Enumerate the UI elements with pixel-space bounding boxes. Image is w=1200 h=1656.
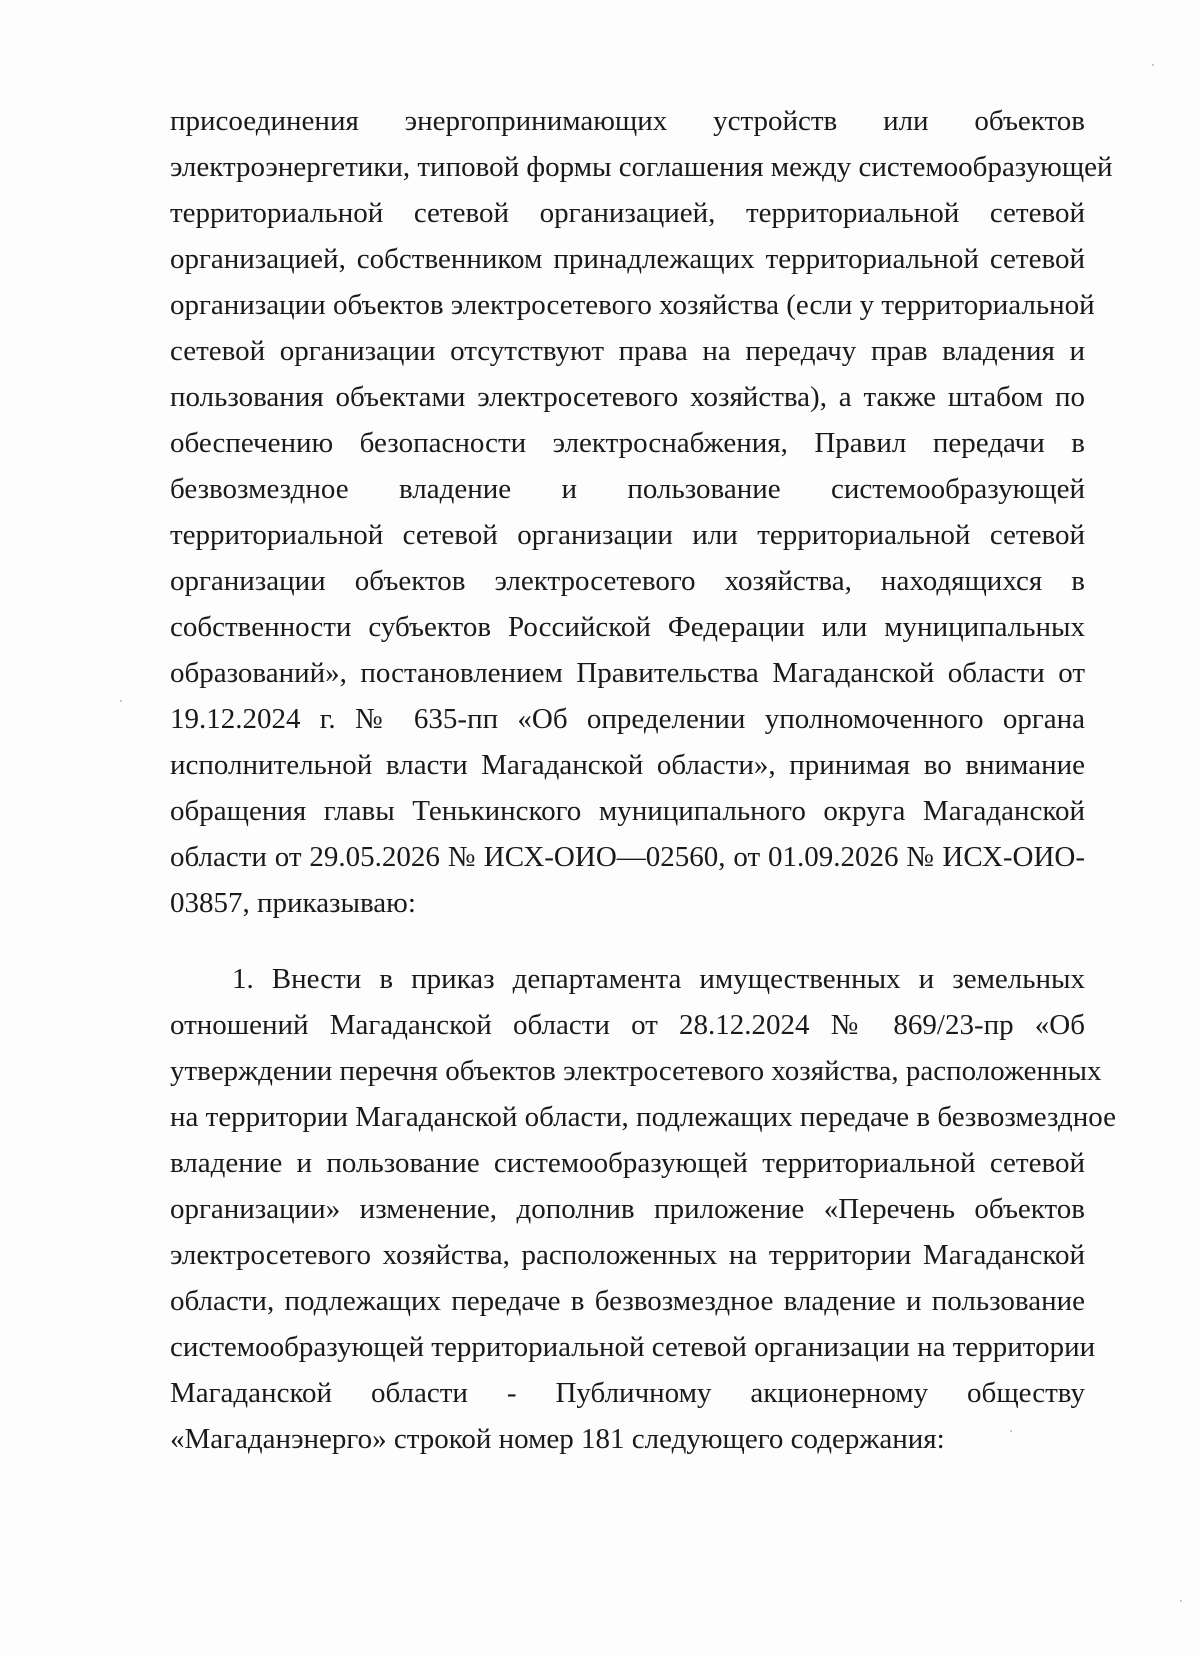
text-line: владение и пользование системообразующей территориальной сетевой [170,1147,1085,1179]
text-line: Магаданской области - Публичному акционерному обществу [170,1377,1085,1409]
text-line: образований», постановлением Правительства Магаданской области от [170,657,1085,689]
text-line: территориальной сетевой организацией, территориальной сетевой [170,197,1085,229]
scan-speck [120,700,122,702]
body-paragraph-2 [170,956,1116,1462]
text-line: обеспечению безопасности электроснабжения, Правил передачи в [170,427,1085,459]
text-line: электроэнергетики, типовой формы соглашения между системообразующей [170,151,1113,183]
text-line: 03857, приказываю: [170,887,416,919]
text-line: системообразующей территориальной сетевой организации на территории [170,1331,1096,1363]
text-line: «Магаданэнерго» строкой номер 181 следующего содержания: [170,1423,945,1455]
text-line: обращения главы Тенькинского муниципального округа Магаданской [170,795,1085,827]
text-line: организации объектов электросетевого хозяйства, находящихся в [170,565,1085,597]
text-line: исполнительной власти Магаданской области», принимая во внимание [170,749,1085,781]
text-line: утверждении перечня объектов электросетевого хозяйства, расположенных [170,1055,1102,1087]
text-line: пользования объектами электросетевого хозяйства), а также штабом по [170,381,1085,413]
text-line: организации» изменение, дополнив приложение «Перечень объектов [170,1193,1085,1225]
text-line: территориальной сетевой организации или территориальной сетевой [170,519,1085,551]
text-line: собственности субъектов Российской Федерации или муниципальных [170,611,1085,643]
text-line: безвозмездное владение и пользование системообразующей [170,473,1085,505]
text-line: области, подлежащих передаче в безвозмездное владение и пользование [170,1285,1085,1317]
text-line: области от 29.05.2026 № ИСХ-ОИО—02560, от 01.09.2026 № ИСХ-ОИО- [170,841,1085,873]
text-line: отношений Магаданской области от 28.12.2024 № 869/23-пр «Об [170,1009,1085,1041]
text-line: присоединения энергопринимающих устройств или объектов [170,105,1085,137]
text-line: электросетевого хозяйства, расположенных на территории Магаданской [170,1239,1085,1271]
scan-speck [1180,1600,1182,1602]
body-paragraph-1 [170,98,1113,926]
text-line: 19.12.2024 г. № 635-пп «Об определении уполномоченного органа [170,703,1085,735]
text-line: сетевой организации отсутствуют права на передачу прав владения и [170,335,1085,367]
text-line: организации объектов электросетевого хозяйства (если у территориальной [170,289,1095,321]
scan-speck [1010,1430,1012,1432]
text-line: 1. Внести в приказ департамента имущественных и земельных [232,963,1085,995]
text-line: организацией, собственником принадлежащих территориальной сетевой [170,243,1085,275]
text-line: на территории Магаданской области, подлежащих передаче в безвозмездное [170,1101,1116,1133]
scan-speck [1152,64,1154,66]
